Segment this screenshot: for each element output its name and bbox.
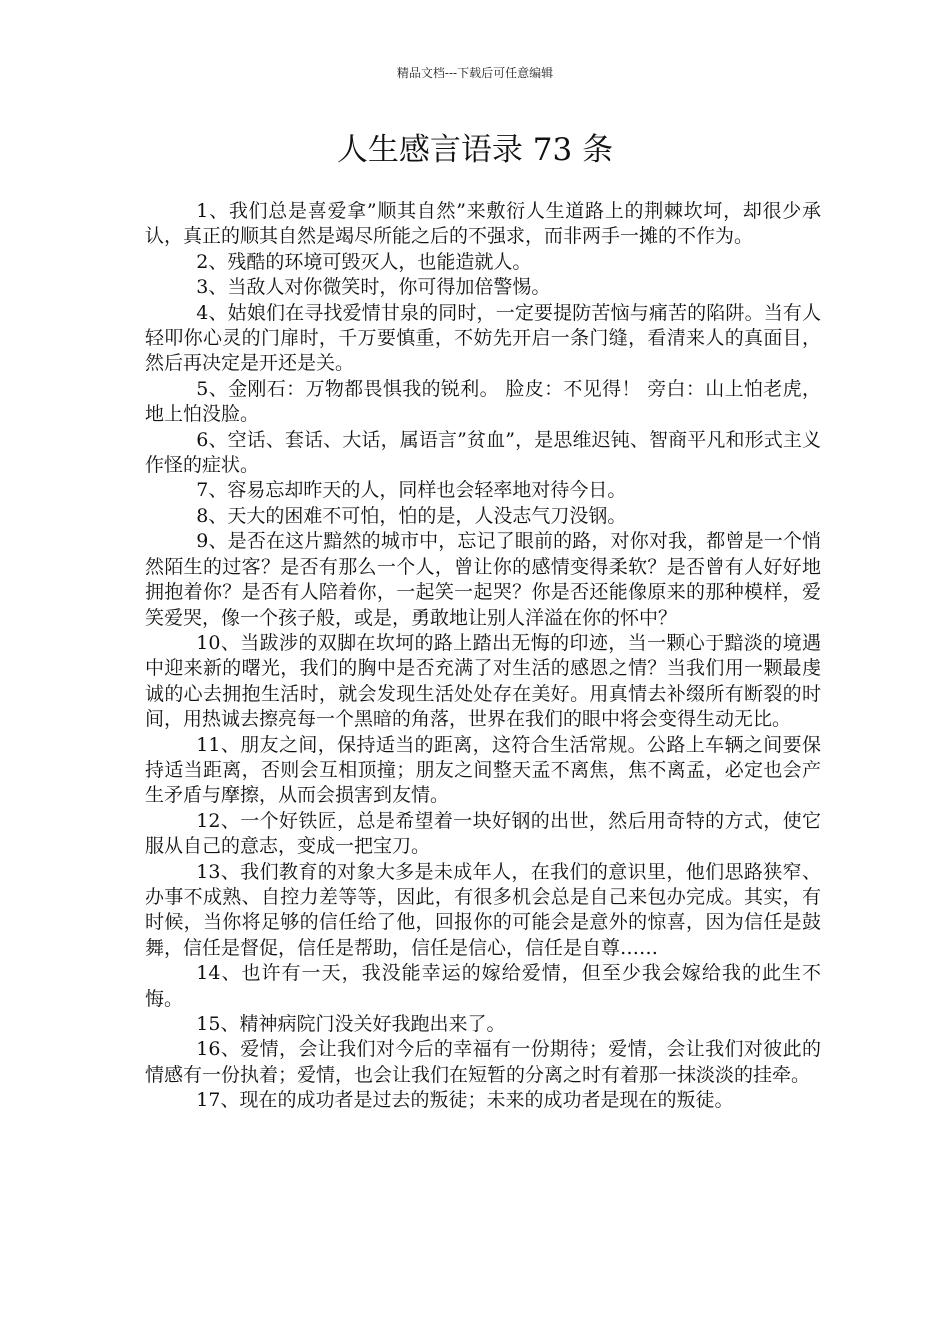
- paragraph: 2、残酷的环境可毁灭人，也能造就人。: [196, 250, 532, 273]
- paragraph: 10、当跋涉的双脚在坎坷的路上踏出无悔的印迹，当一颗心于黯淡的境遇中迎来新的曙光，我们的胸中是否充满了对生活的感恩之情？当我们用一颗最虔诚的心去拥抱生活时，就会发现生活处处存在美好。用真情去补缀所有断裂的时间，用热诚去擦亮每一个黑暗的角落，世界在我们的眼中将会变得生动无比。: [145, 631, 821, 731]
- paragraph: 11、朋友之间，保持适当的距离，这符合生活常规。公路上车辆之间要保持适当距离，否则会互相顶撞；朋友之间整天孟不离焦，焦不离孟，必定也会产生矛盾与摩擦，从而会损害到友情。: [145, 733, 821, 807]
- page-header: 精品文档---下载后可任意编辑: [396, 66, 554, 80]
- paragraph: 15、精神病院门没关好我跑出来了。: [196, 1013, 506, 1035]
- document-title: 人生感言语录 73 条: [336, 132, 614, 168]
- paragraph: 6、空话、套话、大话，属语言”贫血”，是思维迟钝、智商平凡和形式主义作怪的症状。: [145, 428, 821, 477]
- paragraph: 7、容易忘却昨天的人，同样也会轻率地对待今日。: [196, 479, 627, 502]
- paragraph: 14、也许有一天，我没能幸运的嫁给爱情，但至少我会嫁给我的此生不悔。: [145, 962, 821, 1010]
- paragraph: 8、天大的困难不可怕，怕的是，人没志气刀没钢。: [196, 504, 627, 527]
- paragraph: 16、爱情，会让我们对今后的幸福有一份期待；爱情，会让我们对彼此的情感有一份执着；爱情，也会让我们在短暂的分离之时有着那一抹淡淡的挂牵。: [145, 1038, 821, 1086]
- paragraph: 3、当敌人对你微笑时，你可得加倍警惕。: [196, 276, 551, 299]
- paragraph: 1、我们总是喜爱拿”顺其自然”来敷衍人生道路上的荆棘坎坷，却很少承认，真正的顺其自然是竭尽所能之后的不强求，而非两手一摊的不作为。: [145, 200, 821, 248]
- paragraph: 9、是否在这片黯然的城市中，忘记了眼前的路，对你对我，都曾是一个悄然陌生的过客？是否有那么一个人，曾让你的感情变得柔软？是否曾有人好好地拥抱着你？是否有人陪着你，一起笑一起哭？你是否还能像原来的那种模样，爱笑爱哭，像一个孩子般，或是，勇敢地让别人洋溢在你的怀中？: [145, 530, 821, 629]
- document-body: [145, 199, 821, 1114]
- paragraph: 12、一个好铁匠，总是希望着一块好钢的出世，然后用奇特的方式，使它服从自己的意志，变成一把宝刀。: [145, 809, 821, 858]
- paragraph: 5、金刚石：万物都畏惧我的锐利。 脸皮：不见得！ 旁白：山上怕老虎，地上怕没脸。: [145, 377, 821, 426]
- paragraph: 4、姑娘们在寻找爱情甘泉的同时，一定要提防苦恼与痛苦的陷阱。当有人轻叩你心灵的门扉时，千万要慎重，不妨先开启一条门缝，看清来人的真面目，然后再决定是开还是关。: [145, 301, 821, 375]
- paragraph: 13、我们教育的对象大多是未成年人，在我们的意识里，他们思路狭窄、办事不成熟、自控力差等等，因此，有很多机会总是自己来包办完成。其实，有时候，当你将足够的信任给了他，回报你的可能会是意外的惊喜，因为信任是鼓舞，信任是督促，信任是帮助，信任是信心，信任是自尊……: [145, 860, 821, 959]
- paragraph: 17、现在的成功者是过去的叛徒；未来的成功者是现在的叛徒。: [196, 1089, 734, 1112]
